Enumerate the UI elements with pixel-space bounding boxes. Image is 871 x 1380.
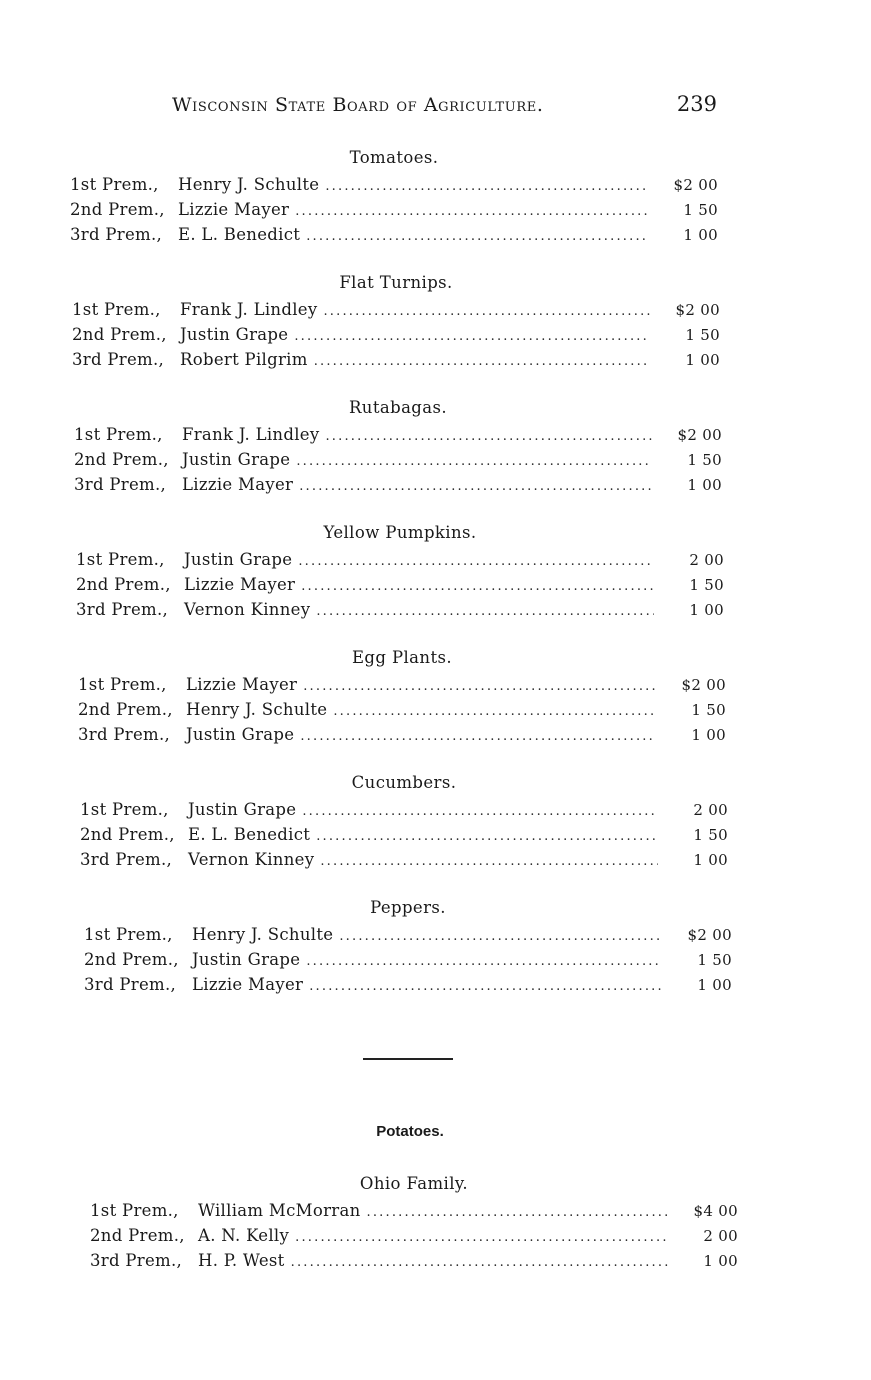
- entry-name: Lizzie Mayer: [192, 975, 304, 994]
- section-title: Yellow Pumpkins.: [323, 523, 477, 542]
- entry-amount: 1 50: [697, 951, 732, 969]
- dot-leader: [300, 724, 656, 749]
- premium-entry: [84, 947, 732, 972]
- section-title: Flat Turnips.: [339, 273, 453, 292]
- dot-leader: [306, 949, 662, 974]
- entry-name: Lizzie Mayer: [178, 200, 290, 219]
- entry-name: E. L. Benedict: [178, 225, 301, 244]
- entry-place: 2nd Prem.,: [70, 200, 165, 219]
- premium-entry: [74, 422, 722, 447]
- dot-leader: [316, 599, 654, 624]
- premium-entry: [78, 697, 726, 722]
- entry-place: 2nd Prem.,: [72, 325, 167, 344]
- entry-place: 1st Prem.,: [76, 550, 165, 569]
- dot-leader: [320, 849, 658, 874]
- dot-leader: [339, 924, 662, 949]
- entry-name: Justin Grape: [192, 950, 301, 969]
- dot-leader: [295, 199, 648, 224]
- section-title: Cucumbers.: [351, 773, 457, 792]
- premium-entry: [74, 472, 722, 497]
- entry-amount: 2 00: [693, 801, 728, 819]
- dot-leader: [333, 699, 656, 724]
- dot-leader: [295, 1225, 668, 1250]
- premium-entry: [70, 222, 718, 247]
- entry-place: 2nd Prem.,: [78, 700, 173, 719]
- entry-amount: $2 00: [675, 301, 720, 319]
- group-heading: Potatoes.: [376, 1123, 444, 1140]
- dot-leader: [325, 174, 648, 199]
- entry-name: Robert Pilgrim: [180, 350, 308, 369]
- section-title: Peppers.: [370, 898, 446, 917]
- entry-name: Henry J. Schulte: [186, 700, 328, 719]
- dot-leader: [303, 674, 656, 699]
- entry-amount: 1 00: [703, 1252, 738, 1270]
- premium-entry: [80, 847, 728, 872]
- premium-entry: [76, 597, 724, 622]
- dot-leader: [301, 574, 654, 599]
- entry-amount: 1 00: [683, 226, 718, 244]
- entry-amount: 1 00: [685, 351, 720, 369]
- section-title: Rutabagas.: [348, 398, 448, 417]
- entry-amount: $2 00: [677, 426, 722, 444]
- premium-section: [74, 396, 722, 497]
- entry-amount: 1 00: [687, 476, 722, 494]
- premium-entry: [78, 672, 726, 697]
- entry-name: A. N. Kelly: [198, 1226, 290, 1245]
- premium-entry: [76, 547, 724, 572]
- entry-place: 2nd Prem.,: [80, 825, 175, 844]
- entry-place: 1st Prem.,: [78, 675, 167, 694]
- dot-leader: [316, 824, 658, 849]
- premium-entry: [72, 347, 720, 372]
- premium-section: [70, 146, 718, 247]
- premium-section: [80, 771, 728, 872]
- entry-amount: 1 00: [689, 601, 724, 619]
- premium-entry: [90, 1248, 738, 1273]
- premium-entry: [72, 297, 720, 322]
- dot-leader: [325, 424, 652, 449]
- entry-amount: 1 50: [691, 701, 726, 719]
- entry-name: Lizzie Mayer: [186, 675, 298, 694]
- premium-entry: [70, 197, 718, 222]
- entry-amount: 1 00: [693, 851, 728, 869]
- dot-leader: [298, 549, 654, 574]
- entry-place: 3rd Prem.,: [76, 600, 169, 619]
- premium-entry: [84, 922, 732, 947]
- entry-place: 3rd Prem.,: [90, 1251, 183, 1270]
- entry-amount: 1 50: [685, 326, 720, 344]
- premium-section: [90, 1172, 738, 1273]
- section-title: Tomatoes.: [349, 148, 439, 167]
- premium-section: [76, 521, 724, 622]
- entry-place: 3rd Prem.,: [80, 850, 173, 869]
- premium-entry: [70, 172, 718, 197]
- entry-place: 3rd Prem.,: [72, 350, 165, 369]
- premium-section: [84, 896, 732, 997]
- entry-amount: 1 50: [687, 451, 722, 469]
- premium-entry: [80, 822, 728, 847]
- entry-place: 1st Prem.,: [70, 175, 159, 194]
- entry-place: 3rd Prem.,: [78, 725, 171, 744]
- dot-leader: [291, 1250, 668, 1275]
- dot-leader: [302, 799, 658, 824]
- dot-leader: [294, 324, 650, 349]
- premium-entry: [90, 1223, 738, 1248]
- entry-place: 2nd Prem.,: [84, 950, 179, 969]
- section-title: Egg Plants.: [351, 648, 452, 667]
- entry-place: 1st Prem.,: [74, 425, 163, 444]
- dot-leader: [367, 1200, 668, 1225]
- entry-name: Lizzie Mayer: [184, 575, 296, 594]
- entry-name: Justin Grape: [180, 325, 289, 344]
- entry-place: 1st Prem.,: [72, 300, 161, 319]
- entry-name: E. L. Benedict: [188, 825, 311, 844]
- premium-entry: [74, 447, 722, 472]
- entry-name: Vernon Kinney: [184, 600, 311, 619]
- entry-place: 3rd Prem.,: [84, 975, 177, 994]
- entry-name: Lizzie Mayer: [182, 475, 294, 494]
- entry-place: 1st Prem.,: [90, 1201, 179, 1220]
- entry-amount: $2 00: [673, 176, 718, 194]
- premium-section: [78, 646, 726, 747]
- entry-name: H. P. West: [198, 1251, 285, 1270]
- running-head: [172, 92, 717, 122]
- entry-amount: $4 00: [693, 1202, 738, 1220]
- dot-leader: [309, 974, 662, 999]
- entry-amount: 1 50: [693, 826, 728, 844]
- premium-entry: [80, 797, 728, 822]
- entry-name: Frank J. Lindley: [182, 425, 320, 444]
- premium-entry: [72, 322, 720, 347]
- dot-leader: [314, 349, 650, 374]
- entry-name: Vernon Kinney: [188, 850, 315, 869]
- entry-name: Justin Grape: [186, 725, 295, 744]
- entry-name: Justin Grape: [182, 450, 291, 469]
- entry-name: Henry J. Schulte: [178, 175, 320, 194]
- dot-leader: [299, 474, 652, 499]
- entry-place: 1st Prem.,: [80, 800, 169, 819]
- dot-leader: [306, 224, 648, 249]
- entry-amount: 2 00: [689, 551, 724, 569]
- entry-amount: 2 00: [703, 1227, 738, 1245]
- entry-name: Justin Grape: [188, 800, 297, 819]
- entry-place: 2nd Prem.,: [76, 575, 171, 594]
- premium-entry: [78, 722, 726, 747]
- entry-amount: 1 50: [689, 576, 724, 594]
- entry-name: Justin Grape: [184, 550, 293, 569]
- entry-amount: 1 50: [683, 201, 718, 219]
- section-divider: [363, 1058, 453, 1060]
- entry-place: 3rd Prem.,: [70, 225, 163, 244]
- entry-amount: $2 00: [681, 676, 726, 694]
- dot-leader: [296, 449, 652, 474]
- entry-amount: 1 00: [691, 726, 726, 744]
- entry-amount: 1 00: [697, 976, 732, 994]
- page-number: 239: [676, 92, 717, 116]
- entry-place: 2nd Prem.,: [90, 1226, 185, 1245]
- running-title: Wisconsin State Board of Agriculture.: [172, 94, 544, 116]
- entry-amount: $2 00: [687, 926, 732, 944]
- premium-entry: [76, 572, 724, 597]
- premium-entry: [84, 972, 732, 997]
- dot-leader: [323, 299, 650, 324]
- premium-entry: [90, 1198, 738, 1223]
- entry-name: Henry J. Schulte: [192, 925, 334, 944]
- entry-place: 2nd Prem.,: [74, 450, 169, 469]
- entry-place: 3rd Prem.,: [74, 475, 167, 494]
- entry-place: 1st Prem.,: [84, 925, 173, 944]
- section-title: Ohio Family.: [359, 1174, 469, 1193]
- entry-name: Frank J. Lindley: [180, 300, 318, 319]
- entry-name: William McMorran: [198, 1201, 361, 1220]
- premium-section: [72, 271, 720, 372]
